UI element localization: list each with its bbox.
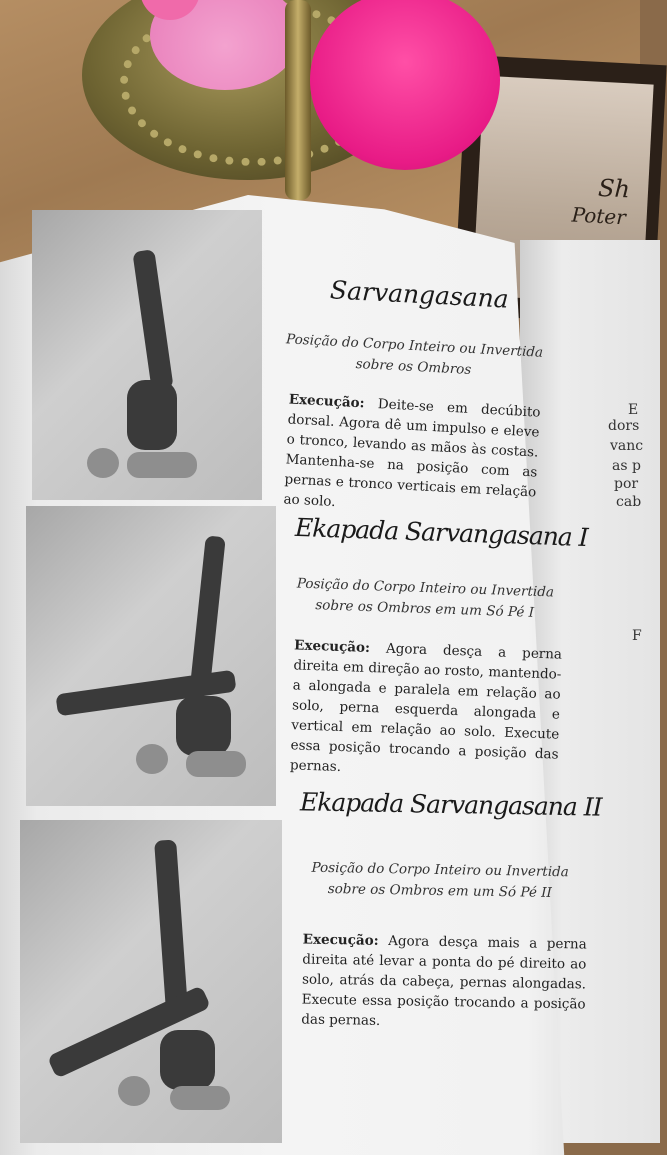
background-book-subtitle: Poter bbox=[571, 202, 627, 230]
body-label: Execução: bbox=[288, 391, 366, 412]
head bbox=[118, 1076, 150, 1106]
arms bbox=[186, 751, 246, 777]
background-book-title: Sh bbox=[597, 173, 631, 204]
legs bbox=[132, 249, 173, 391]
arms bbox=[127, 452, 197, 478]
section-title: Ekapada Sarvangasana II bbox=[299, 787, 602, 822]
section-title: Sarvangasana bbox=[329, 275, 510, 314]
subtitle-line: Posição do Corpo Inteiro ou Invertida bbox=[311, 859, 569, 881]
subtitle-line: Posição do Corpo Inteiro ou Invertida bbox=[285, 331, 544, 361]
section-body bbox=[283, 389, 541, 522]
section-title: Ekapada Sarvangasana I bbox=[294, 512, 589, 553]
section-subtitle bbox=[300, 858, 581, 905]
head bbox=[87, 448, 119, 478]
photo-ekapada-sarvangasana-2 bbox=[20, 820, 282, 1143]
vertical-leg bbox=[154, 839, 188, 1010]
next-page-fragment: vanc bbox=[610, 438, 644, 454]
next-page-fragment: por bbox=[614, 476, 639, 492]
next-page-fragment: F bbox=[632, 628, 642, 644]
subtitle-line: Posição do Corpo Inteiro ou Invertida bbox=[296, 575, 555, 601]
head bbox=[136, 744, 168, 774]
photo-ekapada-sarvangasana-1 bbox=[26, 506, 276, 806]
vertical-leg bbox=[190, 535, 226, 686]
brass-stand bbox=[285, 0, 311, 200]
next-page-fragment: E bbox=[628, 402, 639, 418]
section-body bbox=[290, 635, 563, 784]
subtitle-line: sobre os Ombros em um Só Pé II bbox=[327, 881, 552, 901]
body-label: Execução: bbox=[302, 931, 379, 949]
body-text: Agora desça a perna direita em direção ao rosto, mantendo-a alongada e paralela em relação ao solo, perna esquerda alongada e vertical em relação ao solo. Execute essa posição trocando a posição das pernas. bbox=[289, 640, 563, 776]
torso bbox=[160, 1030, 215, 1090]
next-page-fragment: cab bbox=[616, 494, 642, 510]
arms bbox=[170, 1086, 230, 1110]
torso bbox=[176, 696, 231, 756]
body-label: Execução: bbox=[293, 637, 371, 657]
subtitle-line: sobre os Ombros bbox=[355, 355, 472, 379]
subtitle-line: sobre os Ombros em um Só Pé I bbox=[315, 597, 535, 621]
next-page-fragment: dors bbox=[608, 418, 640, 434]
body-text: Deite-se em decúbito dorsal. Agora dê um impulso e eleve o tronco, levando as mãos às costas. Mantenha-se na posição com as pernas e tronco verticais em relação ao solo. bbox=[283, 396, 541, 511]
section-body bbox=[301, 930, 587, 1035]
photo-sarvangasana bbox=[32, 210, 262, 500]
next-page-fragment: as p bbox=[612, 458, 641, 474]
torso bbox=[127, 380, 177, 450]
body-text: Agora desça mais a perna direita até levar a ponta do pé direito ao solo, atrás da cabeça, pernas alongadas. Execute essa posição trocando a posição das pernas. bbox=[301, 933, 587, 1029]
